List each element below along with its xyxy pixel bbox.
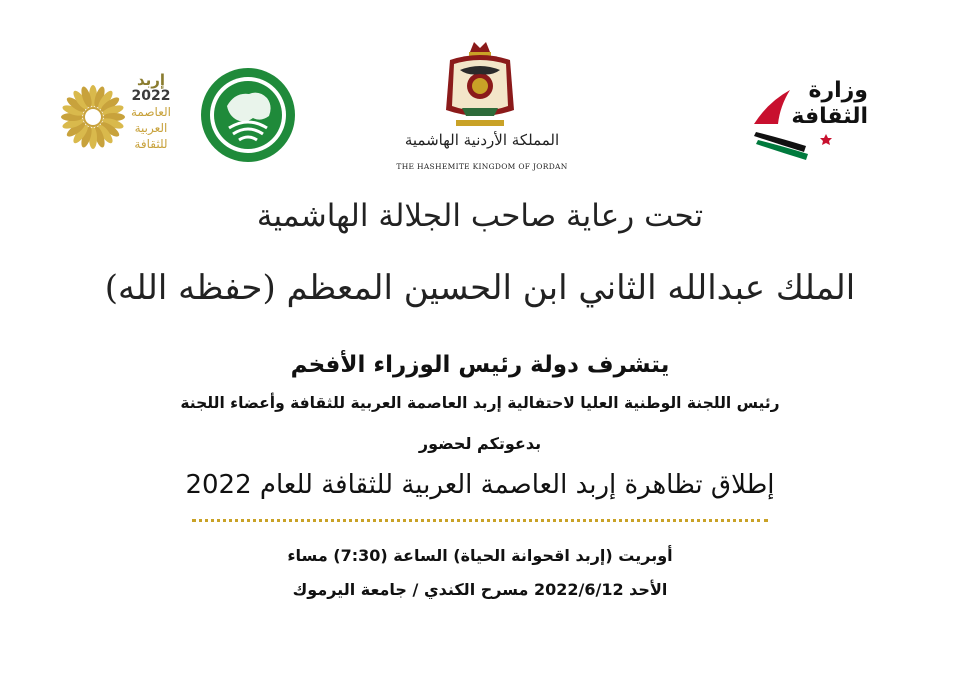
kingdom-english-name: THE HASHEMITE KINGDOM OF JORDAN xyxy=(396,162,568,171)
arab-league-emblem-icon xyxy=(199,66,297,164)
irbid-2022-logo xyxy=(58,68,178,168)
kingdom-arabic-name: المملكة الأردنية الهاشمية xyxy=(404,131,560,149)
dotted-divider xyxy=(192,519,768,522)
irbid-logo-text xyxy=(120,72,182,152)
irbid-logo-line3: العاصمة xyxy=(131,105,171,119)
patronage-heading: تحت رعاية صاحب الجلالة الهاشمية xyxy=(256,198,704,234)
invitation-line: بدعوتكم لحضور xyxy=(418,434,542,453)
irbid-logo-city: إربد xyxy=(136,71,166,89)
ministry-name-line2: الثقافة xyxy=(791,104,868,129)
date-venue-line: الأحد 2022/6/12 مسرح الكندي / جامعة اليرموك xyxy=(292,580,668,599)
ministry-name xyxy=(791,78,868,130)
irbid-logo-line4: العربية xyxy=(134,121,168,135)
irbid-logo-line5: للثقافة xyxy=(134,137,168,151)
king-name-heading: الملك عبدالله الثاني ابن الحسين المعظم (حفظه الله) xyxy=(104,268,856,308)
jordan-coat-of-arms-icon xyxy=(440,40,520,130)
irbid-logo-year: 2022 xyxy=(131,88,171,104)
event-title: إطلاق تظاهرة إربد العاصمة العربية للثقافة للعام 2022 xyxy=(185,470,775,500)
irbid-sun-icon xyxy=(58,82,128,152)
ministry-name-line1: وزارة xyxy=(808,78,868,103)
operetta-time-line: أوبريت (إربد اقحوانة الحياة) الساعة (7:30) مساء xyxy=(287,546,673,565)
prime-minister-line: يتشرف دولة رئيس الوزراء الأفخم xyxy=(290,352,670,378)
committee-line: رئيس اللجنة الوطنية العليا لاحتفالية إربد العاصمة العربية للثقافة وأعضاء اللجنة xyxy=(180,394,780,412)
